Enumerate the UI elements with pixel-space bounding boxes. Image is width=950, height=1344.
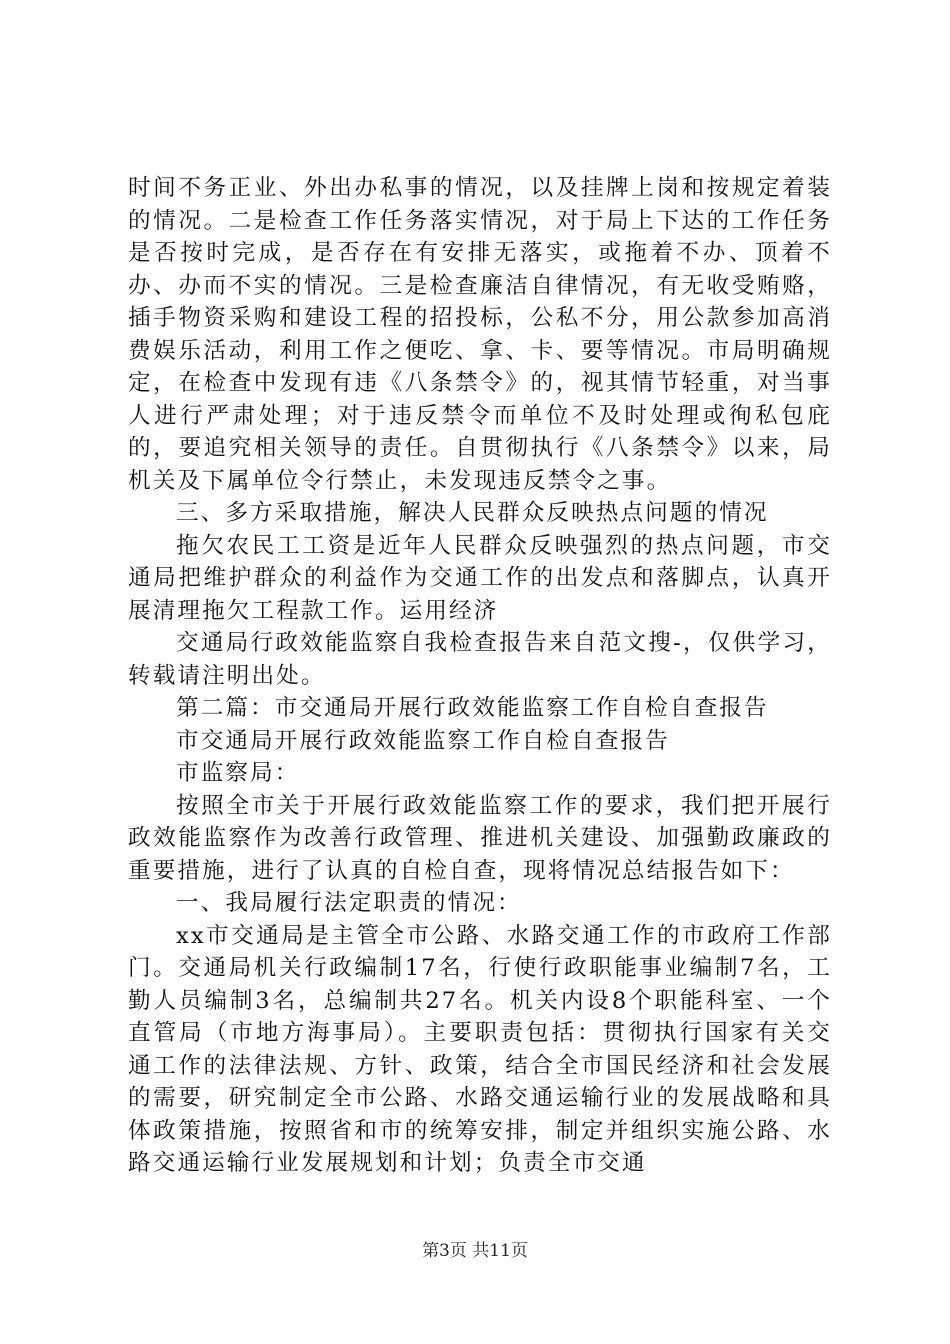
section-heading-three: 三、多方采取措施，解决人民群众反映热点问题的情况	[176, 500, 769, 526]
paragraph-inspection-details: 时间不务正业、外出办私事的情况，以及挂牌上岗和按规定着装的情况。二是检查工作任务落实情况，对于局上下达的工作任务是否按时完成，是否存在有安排无落实，或拖着不办、顶着不办、办而不实的情况。三是检查廉洁自律情况，有无收受贿赂，插手物资采购和建设工程的招投标，公私不分，用公款参加高消费娱乐活动，利用工作之便吃、拿、卡、要等情况。市局明确规定，在检查中发现有违《八条禁令》的，视其情节轻重，对当事人进行严肃处理；对于违反禁令而单位不及时处理或徇私包庇的，要追究相关领导的责任。自贯彻执行《八条禁令》以来，局机关及下属单位令行禁止，未发现违反禁令之事。	[128, 175, 832, 494]
paragraph-part-two-title: 第二篇：市交通局开展行政效能监察工作自检自查报告	[176, 695, 769, 721]
section-heading-one: 一、我局履行法定职责的情况：	[176, 890, 522, 916]
paragraph-wage-arrears: 拖欠农民工工资是近年人民群众反映强烈的热点问题，市交通局把维护群众的利益作为交通工作的出发点和落脚点，认真开展清理拖欠工程款工作。运用经济	[128, 532, 832, 624]
paragraph-source-note: 交通局行政效能监察自我检查报告来自范文搜-，仅供学习，转载请注明出处。	[128, 630, 832, 689]
paragraph-duties: xx市交通局是主管全市公路、水路交通工作的市政府工作部门。交通局机关行政编制17名，行使行政职能事业编制7名，工勤人员编制3名，总编制共27名。机关内设8个职能科室、一个直管局（市地方海事局）。主要职责包括：贯彻执行国家有关交通工作的法律法规、方针、政策，结合全市国民经济和社会发展的需要，研究制定全市公路、水路交通运输行业的发展战略和具体政策措施，按照省和市的统筹安排，制定并组织实施公路、水路交通运输行业发展规划和计划；负责全市交通	[128, 922, 832, 1176]
paragraph-introduction: 按照全市关于开展行政效能监察工作的要求，我们把开展行政效能监察作为改善行政管理、推进机关建设、加强勤政廉政的重要措施，进行了认真的自检自查，现将情况总结报告如下：	[128, 792, 832, 884]
document-body	[128, 172, 832, 1180]
paragraph-addressee: 市监察局：	[176, 760, 300, 786]
paragraph-report-title: 市交通局开展行政效能监察工作自检自查报告	[176, 727, 670, 754]
page-number-footer: 第3页 共11页	[422, 1241, 528, 1261]
